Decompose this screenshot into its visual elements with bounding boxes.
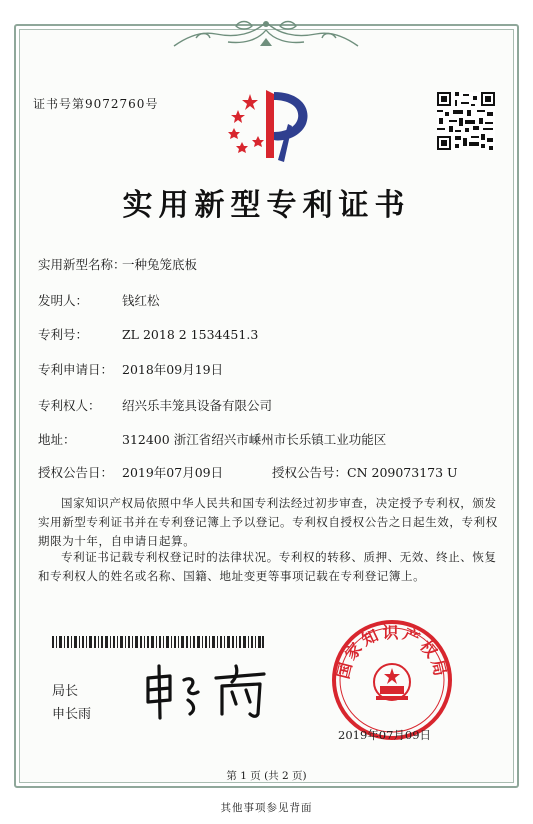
patentee-value: 绍兴乐丰笼具设备有限公司 xyxy=(122,398,273,413)
certificate-number: 证书号第9072760号 xyxy=(33,97,159,111)
address-label: 地址： xyxy=(38,432,76,447)
patent-number-label: 专利号： xyxy=(38,327,89,342)
qr-code-icon xyxy=(437,92,495,150)
certificate-title: 实用新型专利证书 xyxy=(122,188,411,223)
official-seal-icon xyxy=(330,618,454,742)
filing-date-value: 2018年09月19日 xyxy=(122,362,224,377)
patent-office-logo-icon xyxy=(222,84,318,166)
inventor-value: 钱红松 xyxy=(122,293,160,308)
footer-note: 其他事项参见背面 xyxy=(220,802,313,814)
utility-model-name-value: 一种兔笼底板 xyxy=(122,257,198,272)
legal-status-paragraph: 专利证书记载专利权登记时的法律状况。专利权的转移、质押、无效、终止、恢复和专利权人的姓名或名称、国籍、地址变更等事项记载在专利登记簿上。 xyxy=(38,550,497,583)
address-row xyxy=(38,430,386,448)
barcode-icon xyxy=(52,636,264,648)
page-number: 第 1 页 (共 2 页) xyxy=(226,770,307,782)
grant-number-value: CN 209073173 U xyxy=(347,465,458,480)
grant-number-label: 授权公告号： xyxy=(272,465,348,480)
utility-model-name-label: 实用新型名称： xyxy=(38,257,126,272)
grant-date-label: 授权公告日： xyxy=(38,465,114,480)
patent-number-row xyxy=(38,325,258,343)
grant-date-row xyxy=(38,463,223,481)
handwritten-signature-icon xyxy=(140,656,280,726)
director-name: 申长雨 xyxy=(52,707,92,722)
filing-date-row xyxy=(38,360,223,378)
top-ornament-icon xyxy=(166,16,366,60)
utility-model-name-row xyxy=(38,255,197,273)
address-value: 312400 浙江省绍兴市嵊州市长乐镇工业功能区 xyxy=(122,432,387,447)
grant-date-value: 2019年07月09日 xyxy=(122,465,224,480)
seal-date: 2019年07月09日 xyxy=(338,728,432,742)
inventor-row xyxy=(38,291,160,309)
patentee-label: 专利权人： xyxy=(38,398,101,413)
director-title: 局长 xyxy=(52,684,79,699)
inventor-label: 发明人： xyxy=(38,293,89,308)
patentee-row xyxy=(38,396,272,414)
grant-number-row xyxy=(272,463,458,481)
patent-number-value: ZL 2018 2 1534451.3 xyxy=(122,327,259,342)
seal-text: 国家知识产权局 xyxy=(333,622,451,681)
filing-date-label: 专利申请日： xyxy=(38,362,114,377)
grant-statement-paragraph: 国家知识产权局依照中华人民共和国专利法经过初步审查，决定授予专利权，颁发实用新型专利证书并在专利登记簿上予以登记。专利权自授权公告之日起生效，专利权期限为十年，自申请日起算。 xyxy=(38,496,498,548)
